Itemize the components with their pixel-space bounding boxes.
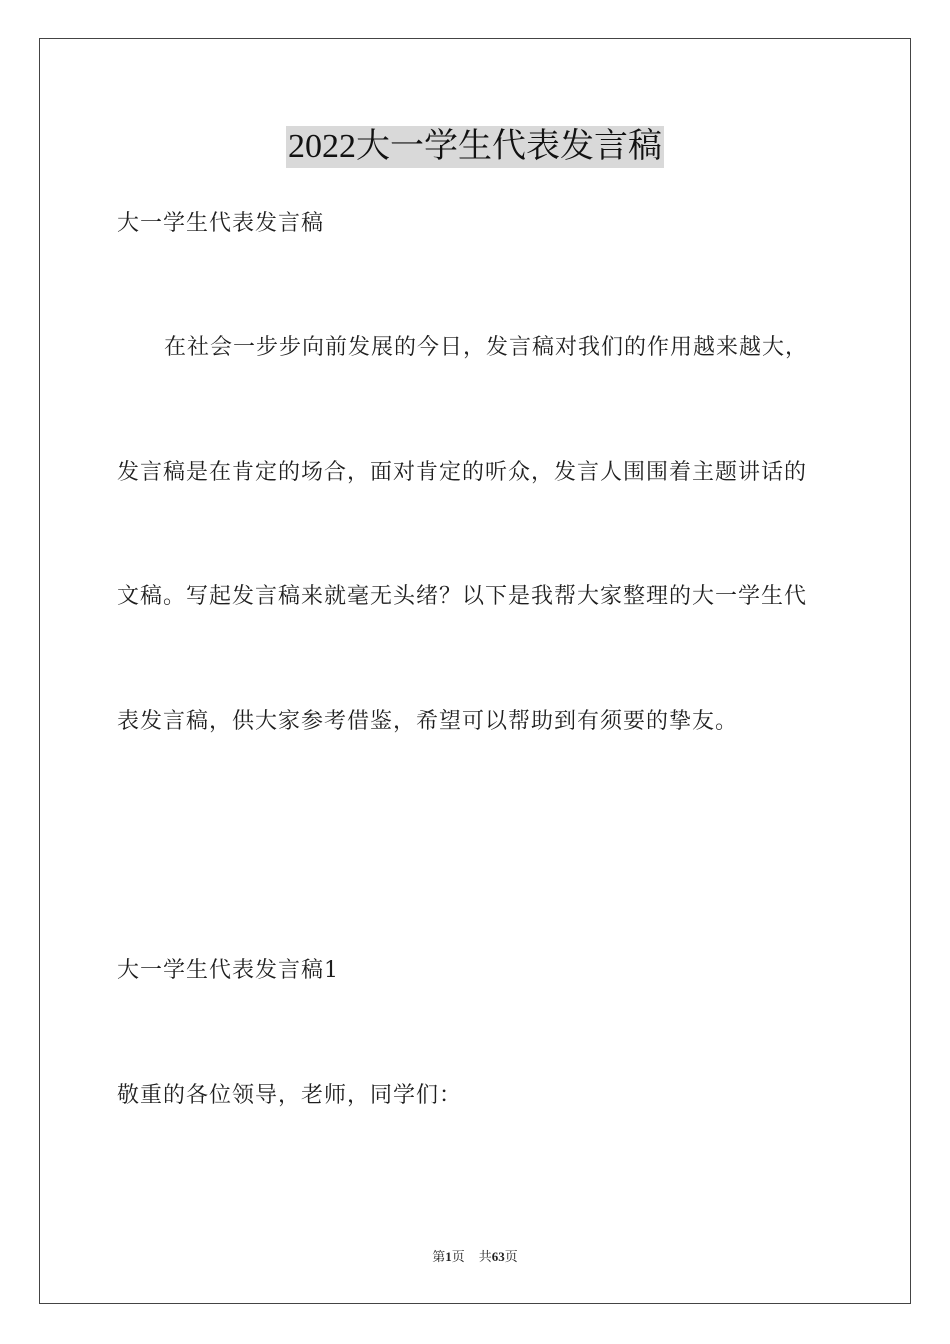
footer-total-pages: 63 — [491, 1249, 505, 1264]
section-heading: 大一学生代表发言稿1 — [117, 958, 339, 983]
salutation: 敬重的各位领导，老师，同学们： — [117, 1083, 463, 1108]
intro-line-1: 在社会一步步向前发展的今日，发言稿对我们的作用越来越大， — [164, 335, 809, 360]
footer-total-suffix: 页 — [504, 1249, 518, 1264]
footer-page-prefix: 第 — [432, 1249, 446, 1264]
footer-total-prefix: 共 — [478, 1249, 492, 1264]
intro-line-4: 表发言稿，供大家参考借鉴，希望可以帮助到有须要的挚友。 — [117, 709, 739, 734]
document-subtitle: 大一学生代表发言稿 — [117, 211, 325, 236]
footer-page-number: 1 — [445, 1249, 452, 1264]
document-title: 2022大一学生代表发言稿 — [286, 126, 664, 168]
title-container — [0, 126, 950, 168]
footer-page-suffix: 页 — [451, 1249, 465, 1264]
intro-line-3: 文稿。写起发言稿来就毫无头绪？以下是我帮大家整理的大一学生代 — [117, 584, 808, 609]
intro-line-2: 发言稿是在肯定的场合，面对肯定的听众，发言人围围着主题讲话的 — [117, 460, 808, 485]
page-footer — [0, 1248, 950, 1266]
